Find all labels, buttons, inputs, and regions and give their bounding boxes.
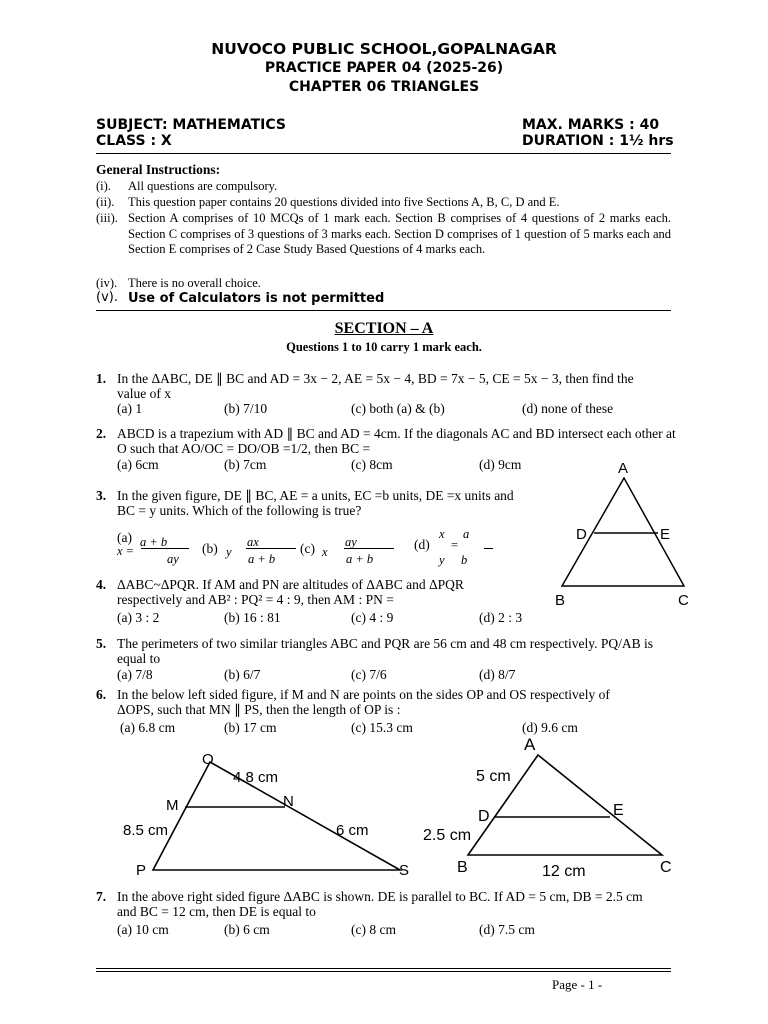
option: (b) 7/10: [224, 401, 268, 416]
subject-label: SUBJECT: MATHEMATICS: [96, 117, 286, 133]
footer-divider: [96, 971, 671, 972]
option: (c) 7/6: [351, 667, 387, 682]
vertex-label: D: [576, 526, 587, 543]
vertex-label: B: [555, 592, 566, 608]
option: (c) 15.3 cm: [351, 720, 413, 735]
vertex-label: O: [202, 751, 214, 768]
option: (a) 6.8 cm: [120, 720, 176, 735]
option: (a) 10 cm: [117, 922, 169, 937]
vertex-label: E: [660, 526, 671, 543]
option: (b): [202, 541, 218, 556]
chapter-title: CHAPTER 06 TRIANGLES: [288, 79, 480, 95]
fraction-bar: [246, 548, 296, 549]
question-text: ABCD is a trapezium with AD ∥ BC and AD = 4cm. If the diagonals AC and BD intersect each other at O such that AO/OC = DO/OB =1/2, then BC =: [117, 426, 676, 456]
option: (d) 2 : 3: [479, 610, 523, 625]
duration-label: DURATION : 1½ hrs: [522, 133, 674, 149]
question-text: In the given figure, DE ∥ BC, AE = a units, EC =b units, DE =x units and BC = y units. Which of the following is true?: [117, 488, 514, 518]
vertex-label: S: [399, 862, 410, 878]
question-number: 6.: [96, 687, 107, 702]
paper-title: PRACTICE PAPER 04 (2025-26): [264, 60, 504, 76]
option: (b) 7cm: [224, 457, 267, 472]
formula-denominator: a + b: [248, 552, 276, 566]
option: (a) 3 : 2: [117, 610, 160, 625]
question-number: 3.: [96, 488, 107, 503]
footer-divider: [96, 968, 671, 969]
max-marks-label: MAX. MARKS : 40: [522, 117, 660, 133]
formula-denominator: ay: [167, 552, 179, 566]
instruction-text: There is no overall choice.: [128, 276, 261, 290]
formula-denominator: a + b: [346, 552, 374, 566]
formula-lhs: y: [226, 545, 232, 559]
instruction-text: Use of Calculators is not permitted: [128, 291, 385, 306]
instructions-title: General Instructions:: [96, 162, 221, 177]
option: (b) 17 cm: [224, 720, 277, 735]
option: (a) 7/8: [117, 667, 153, 682]
formula-lhs: x =: [117, 544, 135, 558]
question-text: The perimeters of two similar triangles ABC and PQR are 56 cm and 48 cm respectively. PQ/AB is equal to: [117, 636, 654, 666]
option: (b) 6 cm: [224, 922, 270, 937]
page-number: Page - 1 -: [552, 977, 603, 992]
formula-denominator: y: [439, 553, 445, 567]
question-number: 4.: [96, 577, 107, 592]
triangle-figure-ops: [118, 750, 418, 878]
instruction-num: (ii).: [96, 195, 115, 209]
instruction-num: (v).: [96, 290, 118, 305]
length-label: 4.8 cm: [233, 769, 279, 786]
option: (a) 6cm: [117, 457, 159, 472]
question-text: In the ΔABC, DE ∥ BC and AD = 3x − 2, AE = 5x − 4, BD = 7x − 5, CE = 5x − 3, then find the value of x: [117, 371, 634, 401]
instruction-num: (iii).: [96, 211, 118, 225]
instruction-num: (iv).: [96, 276, 118, 290]
vertex-label: P: [136, 862, 147, 878]
vertex-label: M: [166, 797, 179, 814]
class-label: CLASS : X: [96, 133, 172, 149]
fraction-bar: [141, 548, 189, 549]
section-title: SECTION – A: [334, 320, 434, 337]
length-label: 8.5 cm: [123, 822, 169, 839]
option: (a) 1: [117, 401, 143, 416]
question-text: In the below left sided figure, if M and N are points on the sides OP and OS respectively of ΔOPS, such that MN ∥ PS, then the length of OP is :: [117, 687, 610, 717]
question-text: In the above right sided figure ΔABC is shown. DE is parallel to BC. If AD = 5 cm, DB = 2.5 cm and BC = 12 cm, then DE is equal to: [117, 889, 643, 919]
formula-equals: =: [451, 538, 459, 552]
header-divider: [96, 153, 671, 154]
vertex-label: C: [678, 592, 689, 608]
option: (d) 8/7: [479, 667, 516, 682]
instruction-text: Section A comprises of 10 MCQs of 1 mark each. Section B comprises of 4 questions of 2 marks each. Section C comprises of 3 questions of 3 marks each. Section D comprises of 1 question of 5 marks each and Section E comprises of 2 Case Study Based Questions of 4 marks each.: [128, 211, 671, 256]
instruction-text: All questions are compulsory.: [128, 179, 278, 193]
length-label: 5 cm: [476, 768, 511, 785]
vertex-label: A: [524, 735, 536, 754]
question-text: ΔABC~ΔPQR. If AM and PN are altitudes of ΔABC and ΔPQR respectively and AB² : PQ² = 4 : 9, then AM : PN =: [117, 577, 464, 607]
option: (c) 8 cm: [351, 922, 396, 937]
formula-denominator: b: [461, 553, 468, 567]
option: (c) both (a) & (b): [351, 401, 445, 416]
option: (c) 8cm: [351, 457, 393, 472]
question-number: 1.: [96, 371, 107, 386]
option: (b) 16 : 81: [224, 610, 281, 625]
vertex-label: B: [457, 859, 468, 876]
formula-numerator: ay: [345, 535, 357, 549]
triangle-figure-abc: [420, 735, 680, 880]
vertex-label: D: [478, 808, 490, 825]
length-label: 12 cm: [542, 863, 586, 880]
vertex-label: E: [613, 802, 624, 819]
option: (a): [117, 530, 132, 545]
option: (b) 6/7: [224, 667, 261, 682]
option: (d) 9.6 cm: [522, 720, 578, 735]
section-subtitle: Questions 1 to 10 carry 1 mark each.: [286, 340, 482, 354]
option: (d) 7.5 cm: [479, 922, 535, 937]
question-number: 5.: [96, 636, 107, 651]
triangle-figure-q3: [548, 458, 698, 608]
instruction-text: This question paper contains 20 questions divided into five Sections A, B, C, D and E.: [128, 195, 560, 209]
formula-numerator: a: [463, 527, 470, 541]
formula-numerator: x: [439, 527, 445, 541]
fraction-bar: [344, 548, 394, 549]
vertex-label: C: [660, 859, 672, 876]
option: (c) 4 : 9: [351, 610, 394, 625]
question-number: 2.: [96, 426, 107, 441]
formula-numerator: a + b: [140, 535, 168, 549]
fraction-bar: [484, 548, 493, 549]
formula-numerator: ax: [247, 535, 259, 549]
length-label: 2.5 cm: [423, 827, 472, 844]
question-number: 7.: [96, 889, 107, 904]
option: (c): [300, 541, 315, 556]
instructions-divider: [96, 310, 671, 311]
vertex-label: A: [618, 460, 629, 477]
length-label: 6 cm: [336, 822, 369, 839]
option: (d) 9cm: [479, 457, 522, 472]
option: (d) none of these: [522, 401, 614, 416]
option: (d): [414, 537, 430, 552]
formula-lhs: x: [322, 545, 328, 559]
vertex-label: N: [283, 793, 294, 810]
instruction-num: (i).: [96, 179, 111, 193]
school-name: NUVOCO PUBLIC SCHOOL,GOPALNAGAR: [211, 40, 557, 58]
